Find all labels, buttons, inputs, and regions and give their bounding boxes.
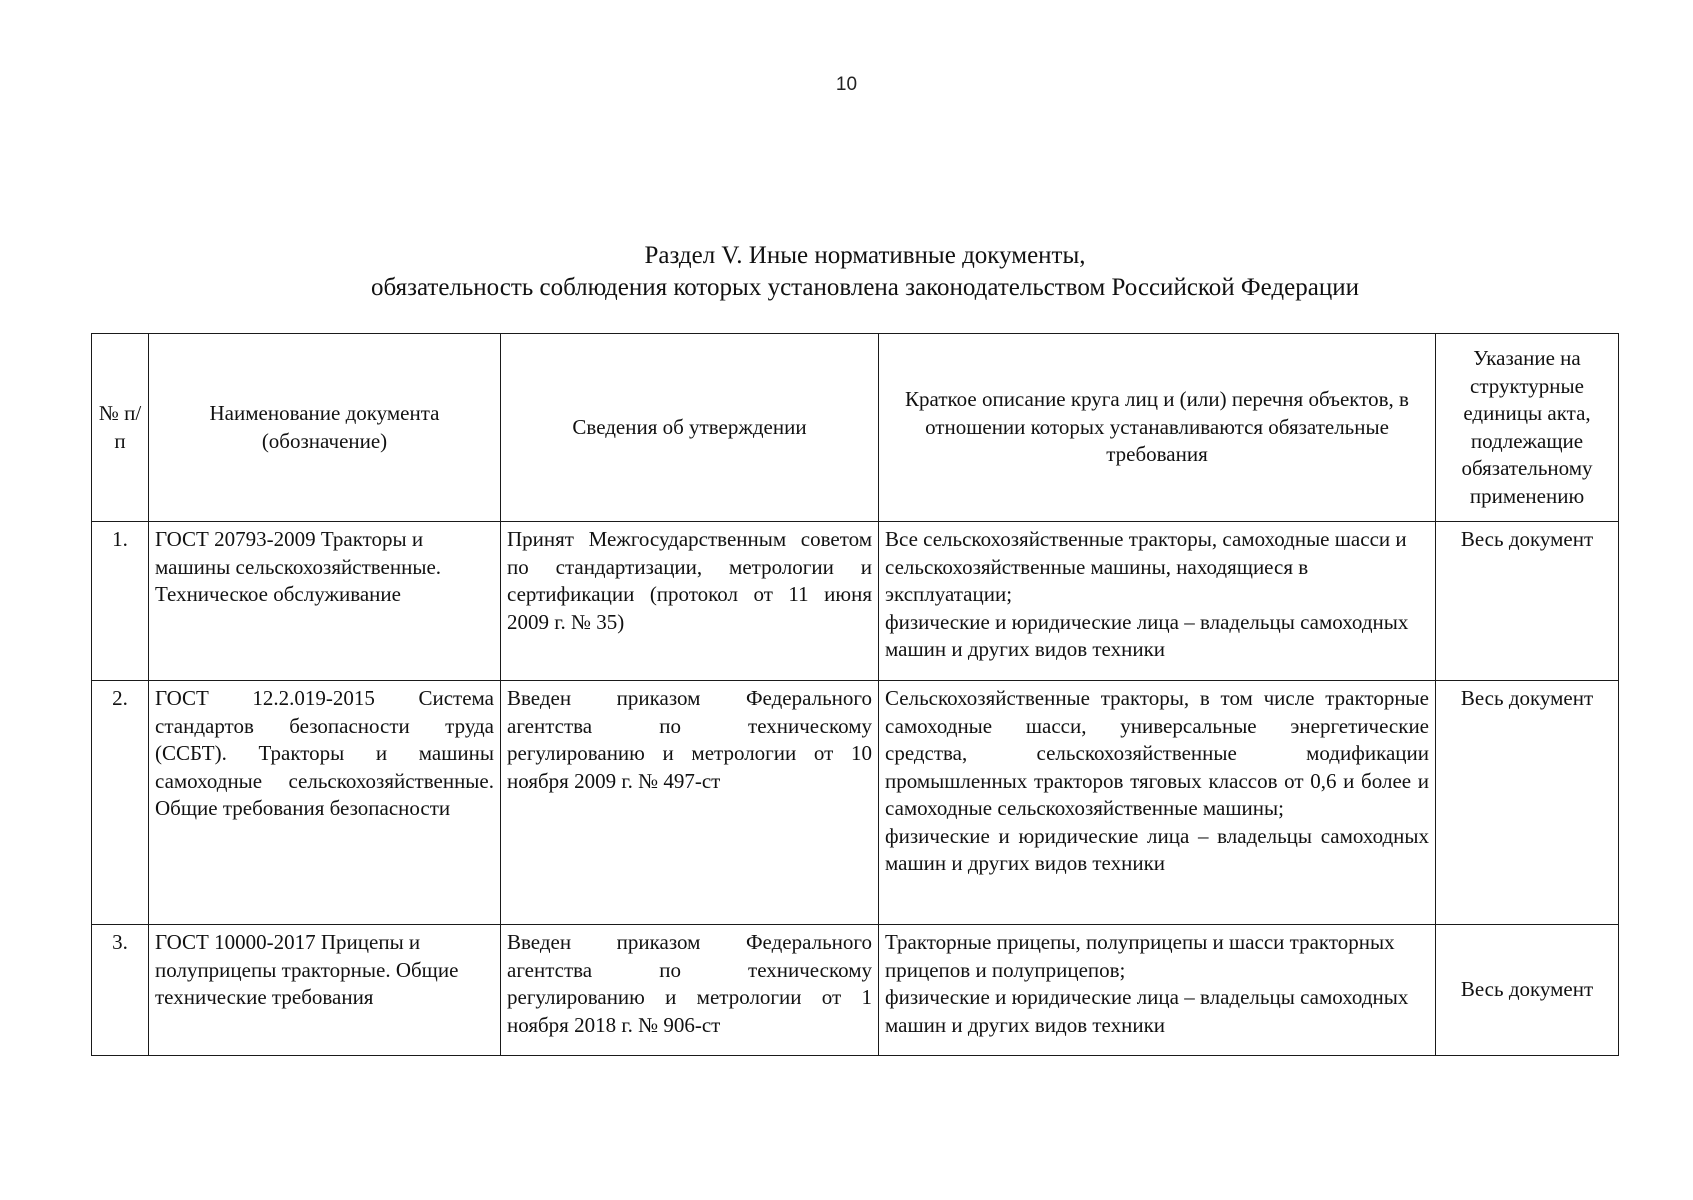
header-name: Наименование документа (обозначение) xyxy=(149,334,501,522)
document-name: ГОСТ 10000-2017 Прицепы и полуприцепы тракторные. Общие технические требования xyxy=(149,925,501,1056)
description-subjects: Все сельскохозяйственные тракторы, самоходные шасси и сельскохозяйственные машины, находящиеся в эксплуатации; xyxy=(885,527,1407,606)
header-structural-units: Указание на структурные единицы акта, подлежащие обязательному применению xyxy=(1436,334,1619,522)
header-num: № п/п xyxy=(92,334,149,522)
description-owners: физические и юридические лица – владельцы самоходных машин и других видов техники xyxy=(885,609,1409,661)
approval-info: Введен приказом Федерального агентства по техническому регулированию и метрологии от 10 ноября 2009 г. № 497-ст xyxy=(501,681,879,925)
table-header-row xyxy=(92,334,1619,522)
documents-table xyxy=(91,333,1619,1056)
table-row xyxy=(92,522,1619,681)
description-cell xyxy=(879,925,1436,1056)
structural-units: Весь документ xyxy=(1436,522,1619,681)
structural-units: Весь документ xyxy=(1436,925,1619,1056)
approval-info: Введен приказом Федерального агентства по техническому регулированию и метрологии от 1 ноября 2018 г. № 906-ст xyxy=(501,925,879,1056)
page-number: 10 xyxy=(835,74,858,95)
description-owners: физические и юридические лица – владельцы самоходных машин и других видов техники xyxy=(885,985,1409,1037)
section-title xyxy=(0,240,1693,304)
row-number: 1. xyxy=(92,522,149,681)
description-subjects: Тракторные прицепы, полуприцепы и шасси тракторных прицепов и полуприцепов; xyxy=(885,930,1395,982)
structural-units: Весь документ xyxy=(1436,681,1619,925)
section-title-line-1: Раздел V. Иные нормативные документы, xyxy=(644,242,1086,269)
table-row xyxy=(92,925,1619,1056)
header-approval: Сведения об утверждении xyxy=(501,334,879,522)
description-cell xyxy=(879,522,1436,681)
approval-info: Принят Межгосударственным советом по стандартизации, метрологии и сертификации (протокол от 11 июня 2009 г. № 35) xyxy=(501,522,879,681)
document-name: ГОСТ 12.2.019-2015 Система стандартов безопасности труда (ССБТ). Тракторы и машины самоходные сельскохозяйственные. Общие требования безопасности xyxy=(149,681,501,925)
section-title-line-2: обязательность соблюдения которых установлена законодательством Российской Федерации xyxy=(370,274,1359,301)
description-cell xyxy=(879,681,1436,925)
row-number: 2. xyxy=(92,681,149,925)
row-number: 3. xyxy=(92,925,149,1056)
document-name: ГОСТ 20793-2009 Тракторы и машины сельскохозяйственные. Техническое обслуживание xyxy=(149,522,501,681)
description-owners: физические и юридические лица – владельцы самоходных машин и других видов техники xyxy=(885,823,1429,875)
description-subjects: Сельскохозяйственные тракторы, в том числе тракторные самоходные шасси, универсальные энергетические средства, сельскохозяйственные модификации промышленных тракторов тяговых классов от 0,6 и более и самоходные сельскохозяйственные машины; xyxy=(885,686,1429,820)
table-row xyxy=(92,681,1619,925)
header-description: Краткое описание круга лиц и (или) перечня объектов, в отношении которых устанавливаются обязательные требования xyxy=(879,334,1436,522)
